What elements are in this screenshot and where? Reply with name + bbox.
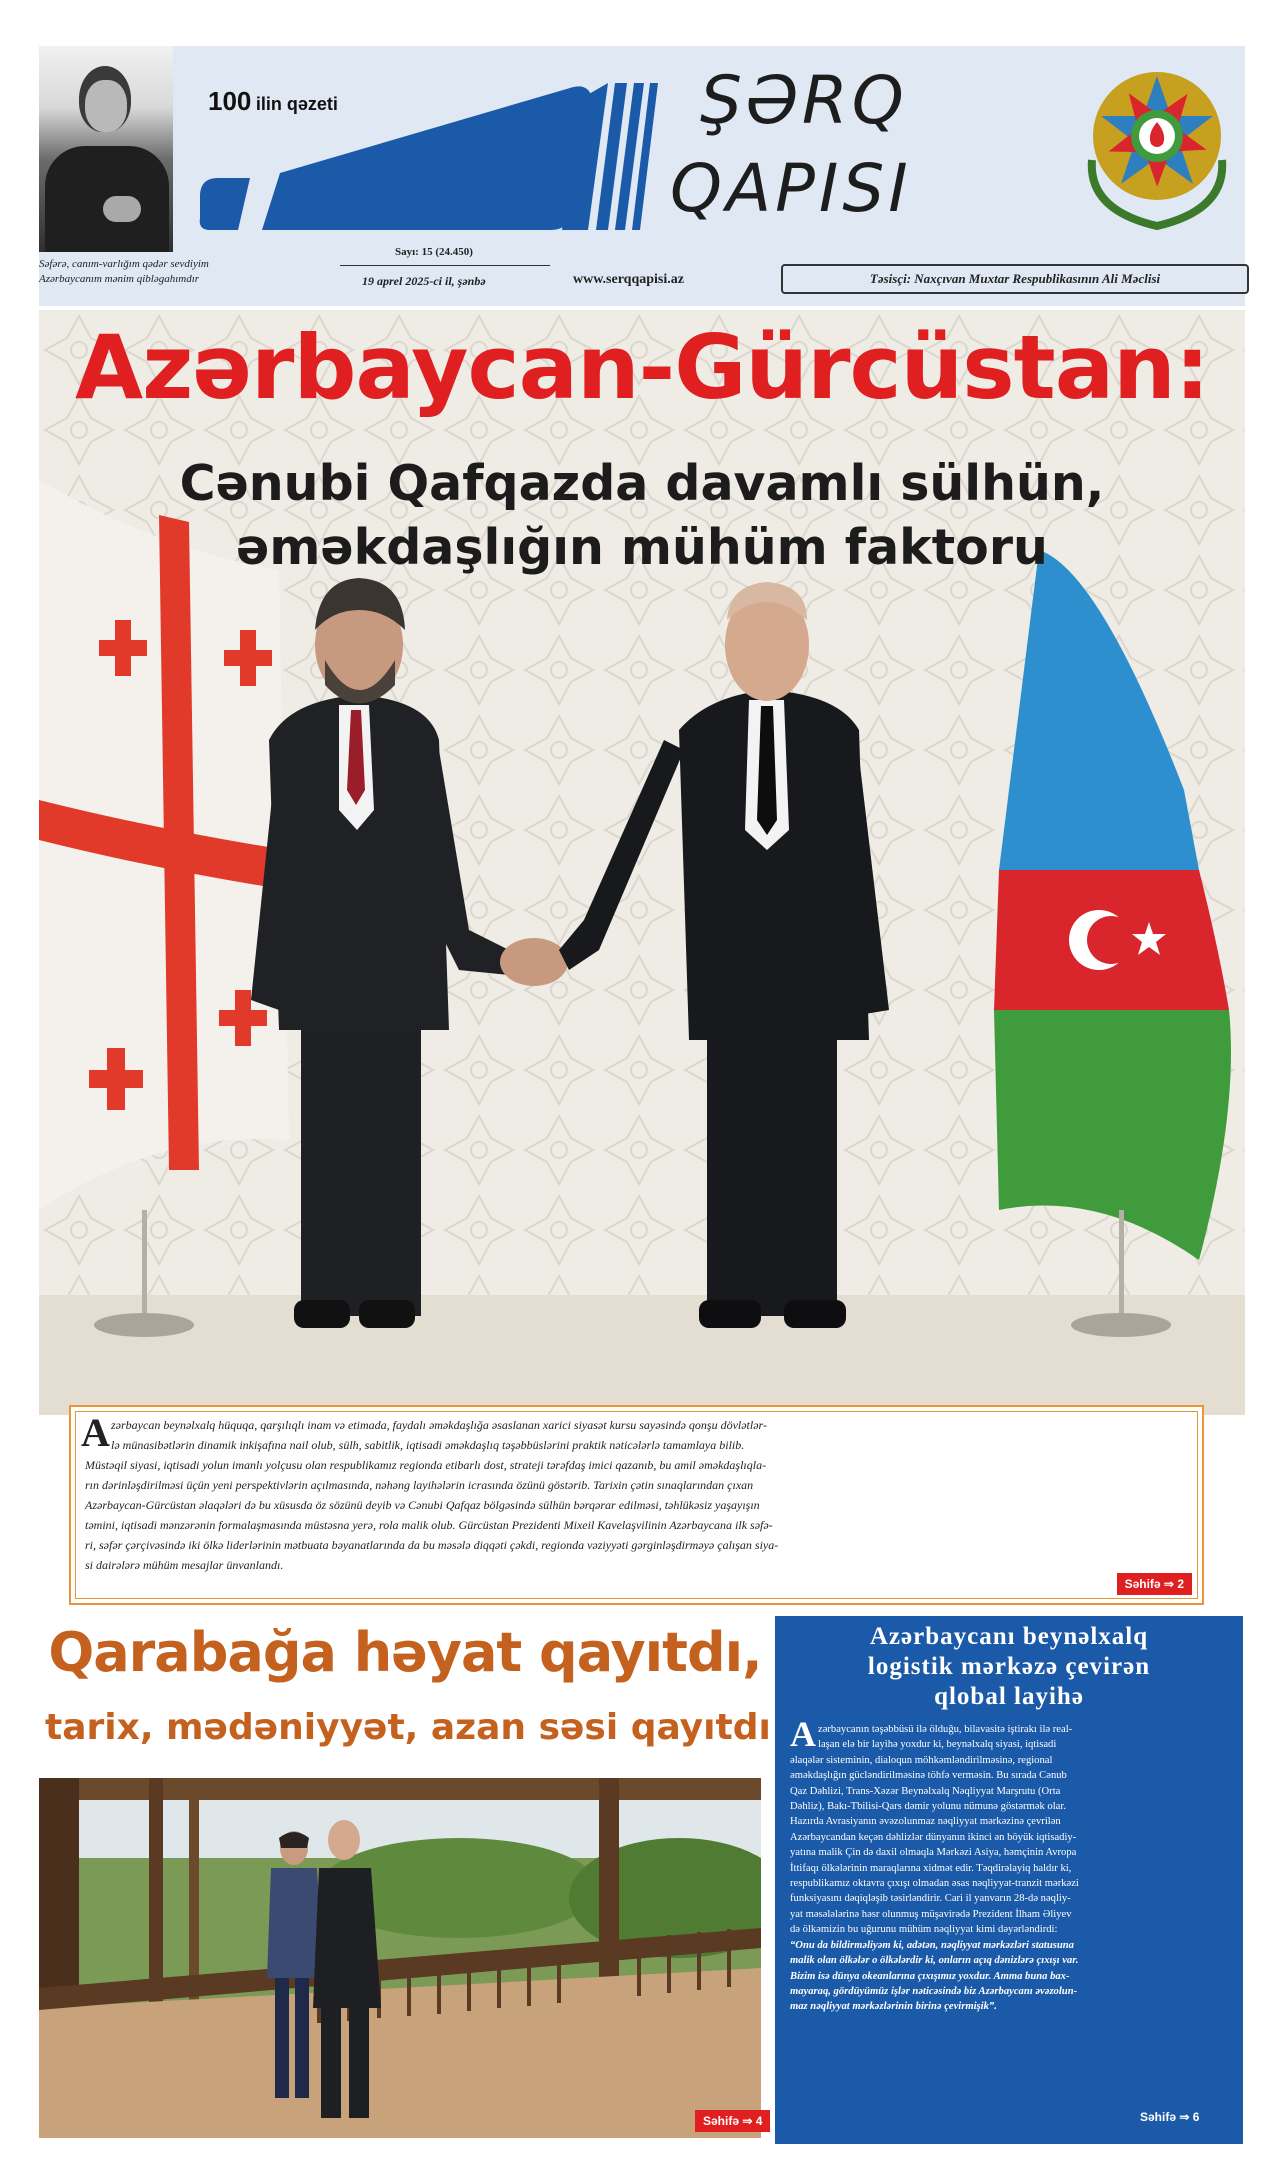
masthead-quote [39,257,279,287]
logistics-story-text [790,1714,1230,2015]
quote-line: Bizim isə dünya okeanlarına çıxışımız yoxdur. Amma buna bax- [790,1970,1070,1982]
lead-story-text [81,1410,1180,1575]
karabakh-balcony-photo [39,1778,761,2138]
text-line: lə münasibətlərin dinamik inkişafına nail olub, sülh, sabitlik, iqtisadi əməkdaşlıq təşəbbüslərini praktik nəticələrlə tamamlaya bilib. [111,1438,745,1452]
quote-line: “Onu da bildirməliyəm ki, adətən, nəqliyyat mərkəzləri statusuna [790,1939,1074,1951]
text-line: İttifaqı ölkələrinin maraqlarına xidmət edir. Təqdirəlayiq haldır ki, [790,1862,1072,1874]
quote-line: Səfərə, canım-varlığım qədər sevdiyim [39,258,209,270]
text-line: Hazırda Avrasiyanın əvəzolunmaz nəqliyyat mərkəzinə çevrilən [790,1816,1061,1828]
text-line: əməkdaşlığın gücləndirilməsinə töhfə verməsin. Bu sırada Cənub [790,1770,1067,1782]
continued-page-badge[interactable]: Səhifə ⇒ 2 [1117,1573,1192,1595]
subheadline-line: əməkdaşlığın mühüm faktoru [236,519,1048,576]
lead-headline: Azərbaycan-Gürcüstan: [75,316,1209,419]
text-line: respublikamız oktavra çıxışı olmadan əsas nəqliyyat-tranzit mərkəzi [790,1878,1079,1890]
state-emblem-icon [1082,60,1232,230]
text-line: laşan elə bir layihə yoxdur ki, beynəlxalq siyasi, iqtisadi [818,1739,1057,1751]
text-line: yat məsələlərinə həsr olunmuş müşavirədə Prezident İlham Əliyev [790,1908,1072,1920]
text-line: ri, səfər çərçivəsində iki ölkə liderlərinin mətbuata bəyanatlarında da bu məsələ diqqəti çəkdi, regionda vəziyyəti gərginləşdirməyə çalışan siya- [85,1538,779,1552]
headline-line: Azərbaycanı beynəlxalq [869,1623,1149,1650]
quote-line: mayaraq, gördüyümüz işlər nəticəsində biz Azərbaycanı əvəzolun- [790,1985,1078,1997]
issue-number: Sayı: 15 (24.450) [395,246,473,258]
text-line: Dəhliz), Bakı-Tbilisi-Qars dəmir yolunu nümunə göstərmək olar. [790,1801,1066,1813]
age-text: ilin qəzeti [255,94,338,114]
text-line: Azərbaycan-Gürcüstan əlaqələri də bu xüsusda öz sözünü deyib və Cənubi Qafqaz bölgəsində sülhün bərqərar edilməsi, təhlükəsiz yaşayışın [85,1498,760,1512]
subheadline-line: Cənubi Qafqazda davamlı sülhün, [179,455,1105,512]
lead-subheadline [39,452,1245,580]
karabakh-headline-line2: tarix, mədəniyyət, azan səsi qayıtdı [45,1707,771,1748]
quote-line: Azərbaycanım mənim qibləgahımdır [39,273,200,285]
text-line: si dairələrə mühüm mesajlar ünvanlandı. [85,1558,284,1572]
quote-line: malik olan ölkələr o ölkələrdir ki, onların açıq dənizlərə çıxışı var. [790,1955,1079,1967]
masthead-age-label [208,86,338,117]
text-line: funksiyasını dəqiqləşib təsirləndirir. Cari il yanvarın 28-də nəqliy- [790,1893,1071,1905]
newspaper-title-line1: ŞƏRQ [700,62,908,139]
headline-line: qlobal layihə [934,1683,1084,1710]
website-link[interactable]: www.serqqapisi.az [573,272,684,287]
text-line: də ölkəmizin bu uğurunu mühüm nəqliyyat kimi dəyərləndirdi: [790,1924,1058,1936]
lead-story-box [69,1405,1204,1605]
drop-cap: A [790,1714,816,1754]
text-line: əlaqələr sisteminin, dialoqun möhkəmləndirilməsinə, regional [790,1754,1053,1766]
newspaper-title-line2: QAPISI [670,150,912,227]
founder-box: Təsisçi: Naxçıvan Muxtar Respublikasının Ali Məclisi [781,264,1249,294]
issue-date: 19 aprel 2025-ci il, şənbə [362,274,486,288]
text-line: yatına malik Çin də daxil olmaqla Mərkəzi Asiya, həmçinin Avropa [790,1847,1077,1859]
quote-line: maz nəqliyyat mərkəzlərinin birinə çevirmişik”. [790,2001,997,2013]
continued-page-label[interactable]: Səhifə ⇒ 6 [1140,2110,1200,2124]
continued-page-badge[interactable]: Səhifə ⇒ 4 [695,2110,770,2132]
age-number: 100 [208,86,252,116]
karabakh-headline-line1: Qarabağa həyat qayıtdı, [48,1621,762,1684]
text-line: Azərbaycandan keçən dəhlizlər dünyanın ikinci ən böyük iqtisadiy- [790,1831,1077,1843]
text-line: rın dərinləşdirilməsi üçün yeni perspektivlərin açılmasında, nəhəng layihələrin icrasında özünü göstərib. Tarixin çətin sınaqlarından çıxan [85,1478,754,1492]
drop-cap: A [81,1410,110,1455]
text-line: Qaz Dəhlizi, Trans-Xəzər Beynəlxalq Nəqliyyat Marşrutu (Orta [790,1785,1061,1797]
logistics-headline [775,1622,1243,1712]
text-line: Müstəqil siyasi, iqtisadi yolun imanlı yolçusu olan respublikamız regionda etibarlı dost, strateji tərəfdaş imici qazanıb, bu amil əməkdaşlıqla- [85,1458,767,1472]
issue-divider [340,265,550,266]
headline-line: logistik mərkəzə çevirən [867,1653,1151,1680]
text-line: zərbaycan beynəlxalq hüquqa, qarşılıqlı inam və etimada, faydalı əməkdaşlığa əsaslanan xarici siyasət kursu sayəsində qonşu dövlətlər- [111,1418,767,1432]
founder-portrait [39,46,173,252]
text-line: zərbaycanın təşəbbüsü ilə ölduğu, bilavasitə iştirakı ilə real- [818,1724,1073,1735]
text-line: təmini, iqtisadi mənzərənin formalaşmasında müstəsna yerə, rola malik olub. Gürcüstan Prezidenti Mixeil Kavelaşvilinin Azərbaycana ilk səfə- [85,1518,773,1532]
